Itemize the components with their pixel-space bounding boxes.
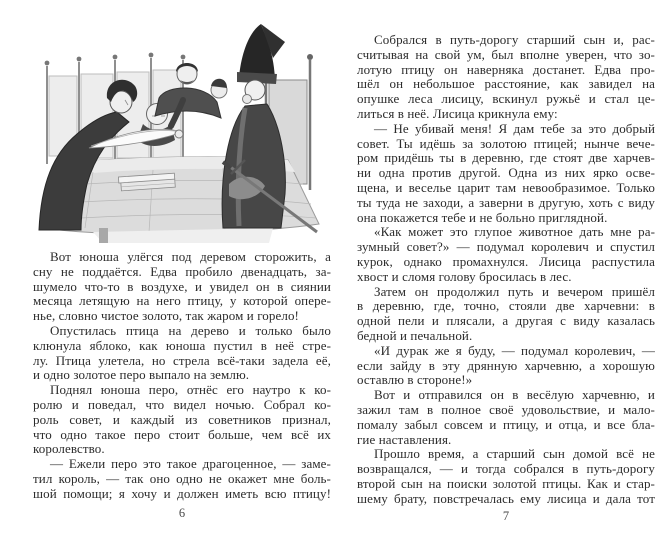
text-line: шему брату, повстречалась ему лисица и дала тот [357,491,655,506]
text-line: лу. Птица улетела, но стрела всё-таки задела её, [33,353,331,368]
text-line: — Не убивай меня! Я дам тебе за это добрый [374,121,655,136]
text-line: совет. Ты идёшь за золотою птицей; нынче вече- [357,136,655,151]
text-line: и одно золотое перо выпало на землю. [33,368,250,383]
text-line: что одно такое перо стоит больше, чем всё их [33,427,331,442]
text-line: королевство. [33,442,105,457]
text-line: хвост и сломя голову бросилась в лес. [357,269,572,284]
text-line: роль совет, и каждый из советников признал, [33,412,331,427]
text-line: опушке леса лисицу, вскинул ружьё и стал це- [357,92,655,107]
text-line: шой помощи; я хочу и должен иметь всю птицу! [33,486,331,501]
text-line: ролю и поведал, что видел ночью. Собрал ко- [33,397,331,412]
text-line: Затем он продолжил путь и вечером пришёл [374,284,655,299]
text-line: «И дурак же я буду, — подумал королевич, — [374,343,655,358]
text-line: щена, и веселье царит там невообразимое. Только [357,180,655,195]
page-number-left: 6 [178,506,186,520]
text-line: возвращался, — и тогда собрался в путь-дорогу [357,462,655,477]
king-figure [222,24,285,228]
text-line: Поднял юноша перо, отнёс его наутро к ко- [50,383,331,398]
text-line: она покажется тебе и не больно приглядной. [357,210,608,225]
background-councillor [211,79,227,98]
text-line: зажил там в полное своё удовольствие, и мало- [357,402,655,417]
text-line: месяца летящую на него птицу, у которой опере- [33,294,331,309]
council-table-engraving-icon [33,14,331,244]
text-line: курок, однако промахнулся. Лисица распустила [357,254,655,269]
text-line: Вот юноша улёгся под деревом сторожить, а [50,250,331,264]
text-line: — Ежели перо это такое драгоценное, — заме- [50,457,331,472]
text-line: бедной и печальной. [357,328,473,343]
text-line: Собрался в путь-дорогу старший сын и, рас- [374,33,655,47]
text-line: Вот и отправился он в весёлую харчевню, и [374,388,655,403]
text-line: в деревню, где, точно, стояли две харчевни: в [357,299,655,314]
text-line: тил король, — так оно одно не окажет мне боль- [33,471,331,486]
text-line: «Как может это глупое животное дать мне ра- [374,225,655,240]
page-right-text [357,33,655,507]
text-line: второй сын на поиски золотой птицы. Как и стар- [357,476,655,491]
text-line: Опустилась птица на дерево и только было [50,323,331,338]
text-line: Прошло время, а старший сын домой всё не [374,447,655,462]
text-line: одной пели и плясали, а другая с виду казалась [357,314,655,329]
text-line: шёл он небольшое расстояние, как завидел на [357,77,655,92]
text-line: нье, словно чистое золото, так жаром и горело! [33,309,299,324]
text-line: ром придёшь ты в деревню, где стоят две харчев- [357,151,655,166]
text-line: клюнула яблоко, как юноша пустил в неё стре- [33,338,331,353]
page-number-right: 7 [502,509,510,523]
text-line: литься в неё. Лисица крикнула ему: [357,106,558,121]
text-line: помалу забыл совсем и птицу, и отца, и все бла- [357,417,655,432]
page-left-text [33,250,331,502]
text-line: зумный совет?» — подумал королевич и спустил [357,240,655,255]
text-line: шумело что-то в воздухе, и увидел он в сиянии [33,279,331,294]
story-illustration [33,14,331,244]
text-line: если зайду в эту дрянную харчевню, а хорошую [357,358,655,373]
text-line: считывая на свой ум, был вполне уверен, что зо- [357,47,655,62]
text-line: ты туда не заходи, а заверни в другую, хоть с виду [357,195,655,210]
text-line: лотую птицу он наверняка достанет. Едва про- [357,62,655,77]
text-line: гие наставления. [357,432,452,447]
text-line: сну не поддаётся. Едва пробило двенадцать, за- [33,264,331,279]
text-line: оставлю в стороне!» [357,373,473,388]
text-line: ни одна против другой. Одна из них ярко осве- [357,166,655,181]
